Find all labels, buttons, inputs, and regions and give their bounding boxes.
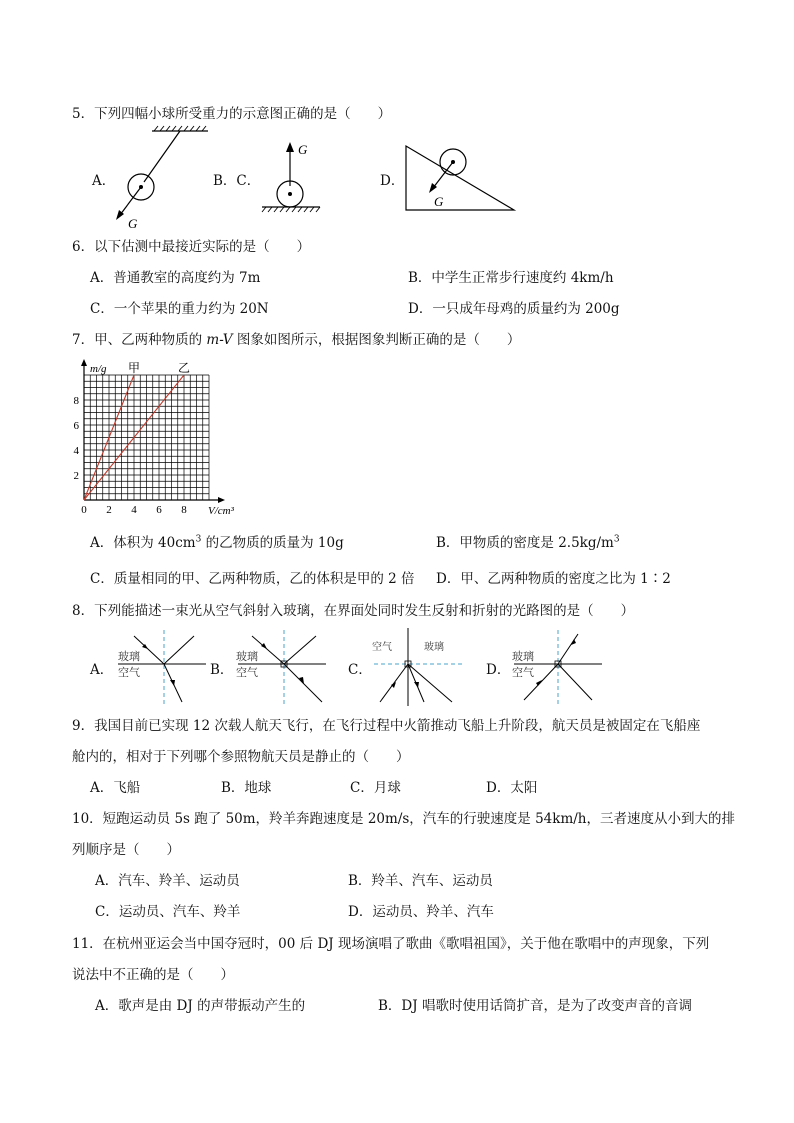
q5-figure-d: [402, 140, 520, 216]
q5-option-a-label: A．: [92, 173, 116, 189]
q9-stem-line2: 舱内的，相对于下列哪个参照物航天员是静止的（ ）: [72, 749, 410, 765]
q5-stem: 5．下列四幅小球所受重力的示意图正确的是（ ）: [72, 106, 392, 122]
q9-stem-line1: 9．我国目前已实现 12 次载人航天飞行，在飞行过程中火箭推动飞船上升阶段，航天员是被固定在飞船座: [72, 718, 701, 734]
q7-mv-chart: [70, 358, 250, 522]
q8-d-glass-label: 玻璃: [512, 651, 534, 663]
y-tick-label: 4: [73, 445, 79, 457]
q7-option-d: D．甲、乙两种物质的密度之比为 1∶2: [436, 571, 671, 587]
q7-b-sup: 3: [613, 534, 620, 545]
q11-stem-line1: 11．在杭州亚运会当中国夺冠时，00 后 DJ 现场演唱了歌曲《歌唱祖国》，关于他在歌唱中的声现象，下列: [72, 936, 710, 952]
q7-option-a: [90, 533, 344, 553]
q8-a-air-label: 空气: [118, 667, 140, 679]
x-tick-label: 2: [106, 504, 112, 516]
q9-option-d: D．太阳: [486, 780, 538, 796]
q7-stem: [72, 330, 520, 350]
q8-option-c-label: C．: [348, 662, 372, 678]
q7-a-post: 的乙物质的质量为 10g: [201, 535, 344, 551]
q8-diagram-c: [368, 626, 466, 708]
x-axis-arrow: [218, 497, 225, 503]
q6-option-d: D．一只成年母鸡的质量约为 200g: [408, 301, 620, 317]
q8-diagram-a: [112, 628, 210, 708]
q7-option-b: [436, 533, 620, 553]
q8-b-glass-label: 玻璃: [236, 651, 258, 663]
q8-option-d-label: D．: [486, 662, 511, 678]
q9-option-c: C．月球: [350, 780, 401, 796]
q10-option-b: B．羚羊、汽车、运动员: [348, 873, 493, 889]
q8-d-air-label: 空气: [512, 667, 534, 679]
chart-xlabel: V/cm³: [208, 505, 234, 517]
q8-b-air-label: 空气: [236, 667, 258, 679]
q10-stem-line1: 10．短跑运动员 5s 跑了 50m，羚羊奔跑速度是 20m/s，汽车的行驶速度是 54km/h，三者速度从小到大的排: [72, 811, 735, 827]
q7-option-c: C．质量相同的甲、乙两种物质，乙的体积是甲的 2 倍: [90, 571, 415, 587]
q7-a-sup: 3: [195, 534, 202, 545]
q7-stem-pre: 7．甲、乙两种物质的: [72, 332, 207, 348]
chart-ylabel: m/g: [90, 363, 107, 375]
x-tick-label: 6: [156, 504, 162, 516]
q5-d-force-label: G: [434, 194, 444, 209]
q5-option-bc-label: B．C．: [213, 173, 261, 189]
x-tick-label: 4: [131, 504, 137, 516]
q11-stem-line2: 说法中不正确的是（ ）: [72, 967, 234, 983]
y-tick-label: 6: [73, 420, 79, 432]
x-tick-label: 0: [81, 504, 87, 516]
q6-option-c: C．一个苹果的重力约为 20N: [90, 301, 269, 317]
q5-figure-a: [108, 124, 218, 234]
q10-option-a: A．汽车、羚羊、运动员: [95, 873, 240, 889]
q8-stem: 8．下列能描述一束光从空气斜射入玻璃，在界面处同时发生反射和折射的光路图的是（ ）: [72, 603, 635, 619]
q9-option-a: A．飞船: [90, 780, 141, 796]
q10-option-c: C．运动员、汽车、羚羊: [95, 904, 241, 920]
q8-c-glass-label: 玻璃: [424, 642, 444, 653]
q5-figure-bc: [258, 138, 340, 214]
y-axis-arrow: [81, 359, 87, 366]
q10-option-d: D．运动员、羚羊、汽车: [348, 904, 494, 920]
y-tick-label: 2: [73, 470, 79, 482]
q5-bc-force-label: G: [298, 142, 308, 157]
q8-option-a-label: A．: [90, 662, 114, 678]
q7-stem-post: 图象如图所示，根据图象判断正确的是（ ）: [232, 332, 521, 348]
y-tick-label: 8: [73, 395, 79, 407]
q5-option-d-label: D．: [380, 173, 405, 189]
q6-option-b: B．中学生正常步行速度约 4km/h: [408, 270, 614, 286]
q6-option-a: A．普通教室的高度约为 7m: [90, 270, 261, 286]
series-label: 甲: [127, 361, 141, 375]
q8-diagram-d: [508, 628, 606, 708]
q10-stem-line2: 列顺序是（ ）: [72, 842, 180, 858]
q7-b-pre: B．甲物质的密度是 2.5kg/m: [436, 535, 614, 551]
q5-a-force-label: G: [128, 216, 138, 231]
q6-stem: 6．以下估测中最接近实际的是（ ）: [72, 239, 311, 255]
q9-option-b: B．地球: [221, 780, 272, 796]
q7-stem-italic: m-V: [206, 332, 233, 348]
q8-diagram-b: [232, 628, 332, 708]
q7-a-pre: A．体积为 40cm: [90, 535, 196, 551]
q8-c-air-label: 空气: [372, 642, 392, 653]
series-label: 乙: [177, 361, 191, 375]
q8-a-glass-label: 玻璃: [118, 651, 140, 663]
q11-option-a: A．歌声是由 DJ 的声带振动产生的: [95, 998, 306, 1014]
x-tick-label: 8: [181, 504, 187, 516]
q8-option-b-label: B．: [210, 662, 234, 678]
q11-option-b: B．DJ 唱歌时使用话筒扩音，是为了改变声音的音调: [378, 998, 692, 1014]
